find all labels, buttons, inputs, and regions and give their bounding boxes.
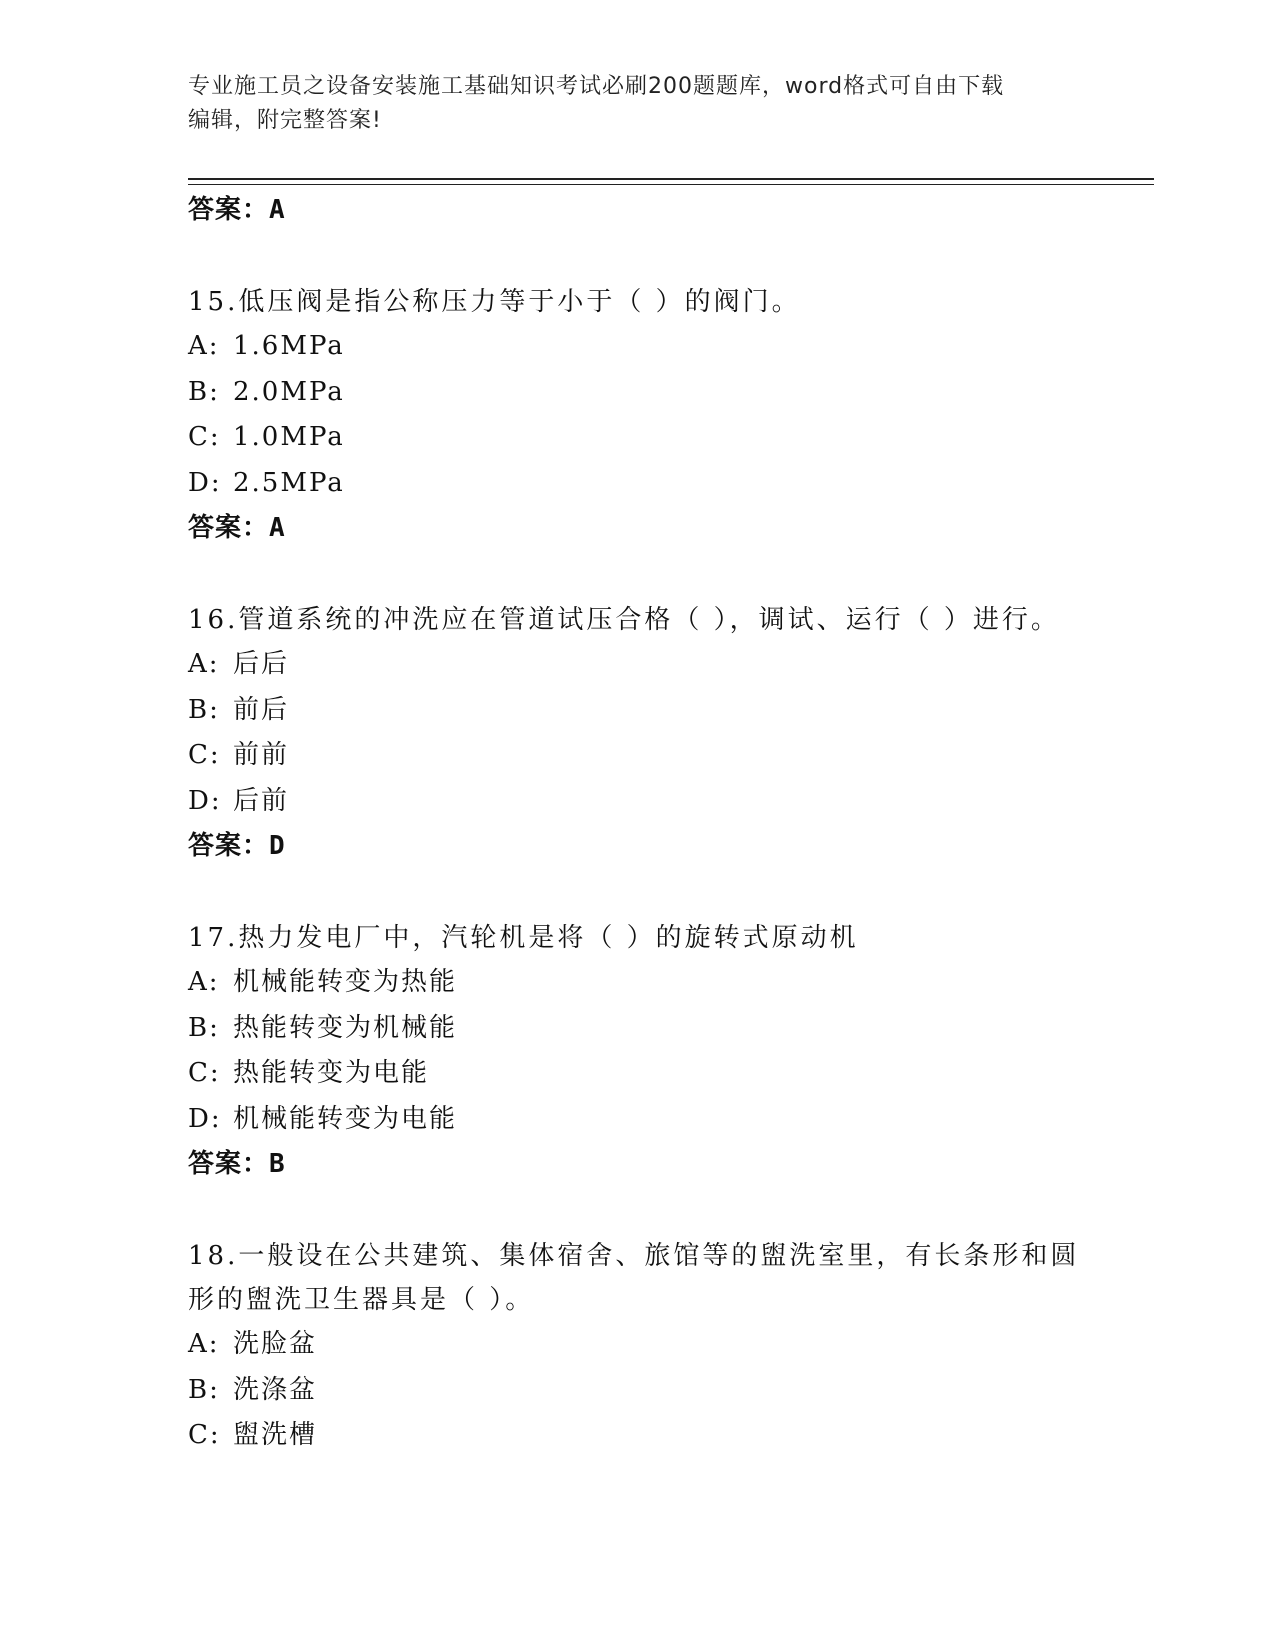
- option-b: [188, 688, 1088, 734]
- header-line-1: 专业施工员之设备安装施工基础知识考试必刷200题题库，word格式可自由下载: [188, 74, 1005, 99]
- option-label: C:: [188, 740, 221, 770]
- option-label: C:: [188, 422, 221, 452]
- option-label: D:: [188, 467, 222, 498]
- option-a: [188, 1322, 1088, 1368]
- option-text: 1.6MPa: [233, 331, 345, 361]
- answer-line: [188, 1142, 1088, 1186]
- option-label: B:: [188, 694, 220, 725]
- header-divider-thin: [188, 184, 1154, 185]
- question-stem-line-1: 18.一般设在公共建筑、集体宿舍、旅馆等的盥洗室里，有长条形和圆: [188, 1241, 1080, 1271]
- option-text: 2.0MPa: [233, 376, 345, 407]
- option-text: 盥洗槽: [233, 1420, 318, 1450]
- option-text: 洗涤盆: [233, 1374, 318, 1405]
- option-text: 机械能转变为热能: [233, 967, 458, 997]
- page-header: [188, 70, 1068, 138]
- question-stem-line-2: 形的盥洗卫生器具是（ ）。: [188, 1285, 535, 1315]
- option-label: A:: [188, 967, 220, 997]
- question-15: [188, 280, 1088, 550]
- answer-label: 答案：: [188, 513, 270, 543]
- answer-value: D: [269, 831, 286, 861]
- option-text: 后后: [233, 649, 290, 679]
- option-c: [188, 733, 1088, 779]
- option-text: 洗脸盆: [233, 1329, 318, 1359]
- option-text: 热能转变为电能: [233, 1058, 430, 1088]
- option-a: [188, 642, 1088, 688]
- option-c: [188, 1413, 1088, 1459]
- question-18: [188, 1234, 1088, 1459]
- option-label: A:: [188, 331, 220, 361]
- question-stem: 16.管道系统的冲洗应在管道试压合格（ ），调试、运行（ ）进行。: [188, 605, 1060, 635]
- option-d: [188, 1097, 1088, 1143]
- option-label: D:: [188, 1103, 222, 1134]
- option-text: 前后: [233, 694, 290, 725]
- option-text: 1.0MPa: [233, 422, 345, 452]
- answer-label: 答案：: [188, 1149, 270, 1179]
- question-stem: 15.低压阀是指公称压力等于小于（ ）的阀门。: [188, 287, 801, 317]
- answer-line: [188, 506, 1088, 550]
- answer-value: A: [269, 195, 286, 225]
- answer-value: B: [269, 1149, 286, 1179]
- option-d: [188, 779, 1088, 825]
- option-a: [188, 960, 1088, 1006]
- option-b: [188, 1006, 1088, 1052]
- option-c: [188, 415, 1088, 461]
- option-text: 前前: [233, 740, 290, 770]
- option-label: C:: [188, 1058, 221, 1088]
- answer-label: 答案：: [188, 195, 270, 225]
- option-label: A:: [188, 649, 220, 679]
- answer-line: [188, 824, 1088, 868]
- option-d: [188, 461, 1088, 507]
- option-text: 后前: [233, 785, 290, 816]
- option-label: C:: [188, 1420, 221, 1450]
- answer-label: 答案：: [188, 831, 270, 861]
- answer-value: A: [269, 513, 286, 543]
- option-label: B:: [188, 1374, 220, 1405]
- option-label: D:: [188, 785, 222, 816]
- option-b: [188, 1368, 1088, 1414]
- option-text: 热能转变为机械能: [233, 1012, 458, 1043]
- option-text: 2.5MPa: [233, 467, 345, 498]
- option-label: B:: [188, 376, 220, 407]
- option-a: [188, 324, 1088, 370]
- header-divider-thick: [188, 178, 1154, 180]
- header-line-2: 编辑，附完整答案!: [188, 108, 382, 133]
- option-c: [188, 1051, 1088, 1097]
- option-b: [188, 370, 1088, 416]
- question-16: [188, 598, 1088, 868]
- option-text: 机械能转变为电能: [233, 1103, 458, 1134]
- question-stem: 17.热力发电厂中，汽轮机是将（ ）的旋转式原动机: [188, 923, 859, 953]
- document-body: [188, 188, 1088, 1459]
- question-17: [188, 916, 1088, 1186]
- option-label: B:: [188, 1012, 220, 1043]
- answer-line: [188, 188, 1088, 232]
- option-label: A:: [188, 1329, 220, 1359]
